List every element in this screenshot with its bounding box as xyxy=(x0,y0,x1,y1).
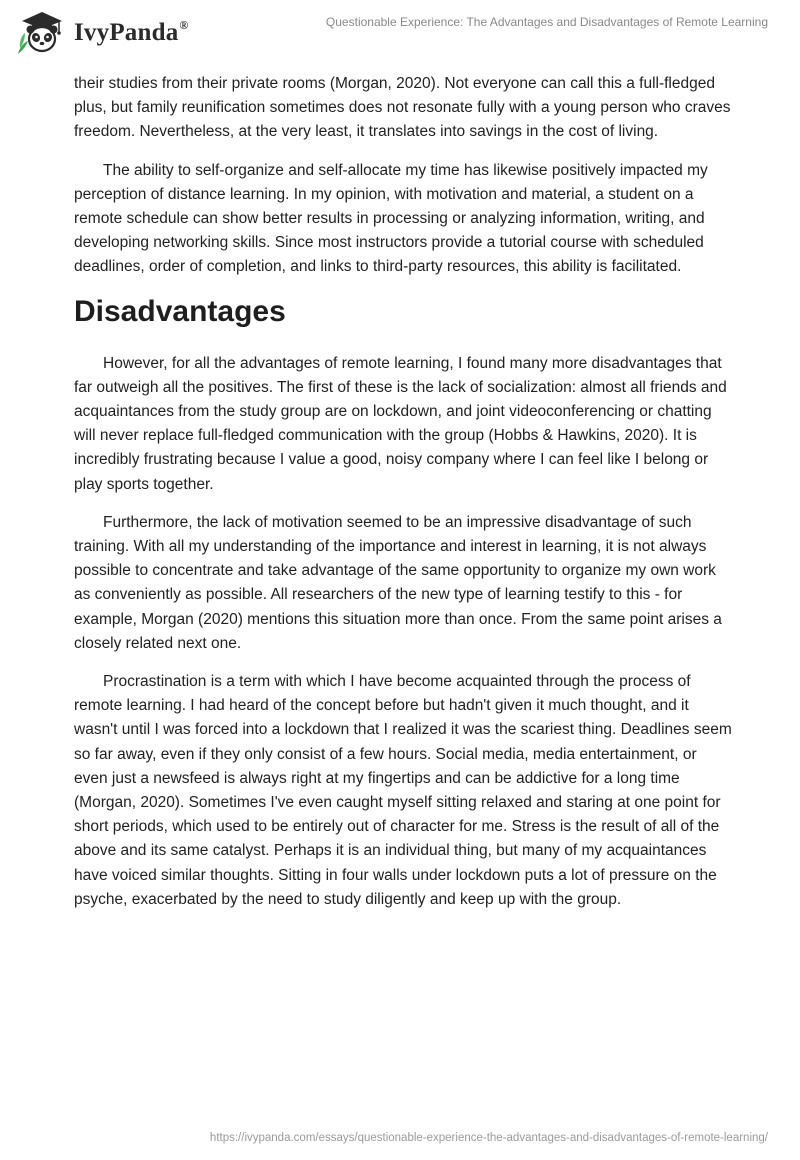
paragraph-motivation: Furthermore, the lack of motivation seemed to be an impressive disadvantage of such training. With all my understanding of the importance and interest in learning, it is not always possible to concentrate and take advantage of the same opportunity to organize my own work as conveniently as possible. All researchers of the new type of learning testify to this - for example, Morgan (2020) mentions this situation more than once. From the same point arises a closely related next one. xyxy=(74,513,722,652)
panda-graduate-icon xyxy=(14,8,70,56)
section-heading-disadvantages: Disadvantages xyxy=(74,294,286,328)
page-header xyxy=(0,0,800,70)
essay-body xyxy=(74,72,734,926)
paragraph-continued: their studies from their private rooms (Morgan, 2020). Not everyone can call this a full-fledged plus, but family reunification sometimes does not resonate fully with a young person who craves freedom. Nevertheless, at the very least, it translates into savings in the cost of living. xyxy=(74,75,731,141)
ivypanda-logo[interactable] xyxy=(14,8,189,56)
source-url-link[interactable]: https://ivypanda.com/essays/questionable-experience-the-advantages-and-disadvantages-of-remote-learning/ xyxy=(209,1132,768,1144)
document-title: Questionable Experience: The Advantages and Disadvantages of Remote Learning xyxy=(325,15,768,29)
paragraph-self-organization: The ability to self-organize and self-allocate my time has likewise positively impacted my perception of distance learning. In my opinion, with motivation and material, a student on a remote schedule can show better results in processing or analyzing information, writing, and developing networking skills. Since most instructors provide a tutorial course with scheduled deadlines, order of completion, and links to third-party resources, this ability is facilitated. xyxy=(74,161,708,276)
brand-name: IvyPanda® xyxy=(74,17,189,46)
paragraph-procrastination: Procrastination is a term with which I have become acquainted through the process of remote learning. I had heard of the concept before but hadn't given it much thought, and it wasn't until I was forced into a lockdown that I realized it was the scariest thing. Deadlines seem so far away, even if they only consist of a few hours. Social media, media entertainment, or even just a newsfeed is always right at my fingertips and can be addictive for a long time (Morgan, 2020). Sometimes I've even caught myself sitting relaxed and staring at one point for short periods, which used to be entirely out of character for me. Stress is the result of all of the above and its same catalyst. Perhaps it is an individual thing, but many of my acquaintances have voiced similar thoughts. Sitting in four walls under lockdown puts a lot of pressure on the psyche, exacerbated by the need to study diligently and keep up with the group. xyxy=(74,673,732,908)
paragraph-socialization: However, for all the advantages of remote learning, I found many more disadvantages that far outweigh all the positives. The first of these is the lack of socialization: almost all friends and acquaintances from the study group are on lockdown, and joint videoconferencing or chatting will never replace full-fledged communication with the group (Hobbs & Hawkins, 2020). It is incredibly frustrating because I value a good, noisy company where I can feel like I belong or play sports together. xyxy=(74,354,727,493)
registered-mark: ® xyxy=(179,17,189,32)
